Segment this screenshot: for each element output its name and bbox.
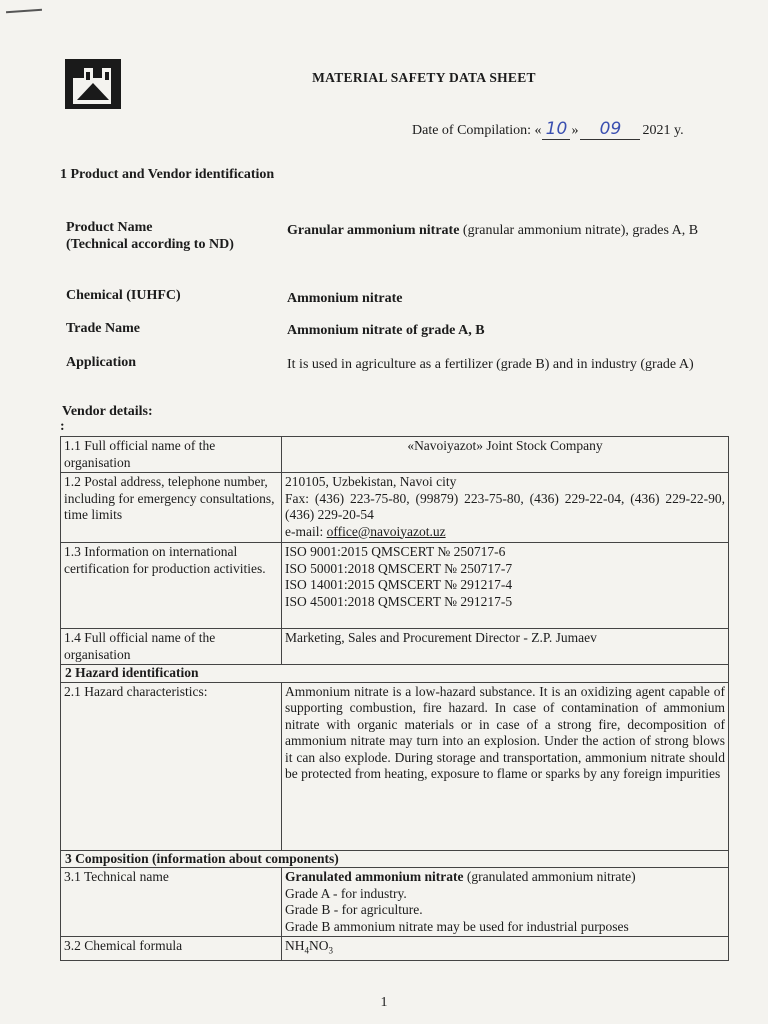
- vendor-details-heading: Vendor details:: [62, 404, 153, 419]
- director-value: Marketing, Sales and Procurement Director - Z.P. Jumaev: [282, 629, 729, 665]
- trade-name-value: [287, 322, 717, 339]
- chemical-label: Chemical (IUHFC): [66, 288, 181, 303]
- section-2-heading: 2 Hazard identification: [61, 665, 729, 683]
- table-row: [61, 629, 729, 665]
- chemical-formula-label: 3.2 Chemical formula: [61, 937, 282, 961]
- application-value: It is used in agriculture as a fertilizer (grade B) and in industry (grade A): [287, 357, 694, 372]
- cert-item: ISO 9001:2015 QMSCERT № 250717-6: [285, 544, 506, 559]
- section-3-heading: 3 Composition (information about components): [61, 850, 729, 868]
- grade-line: Grade B ammonium nitrate may be used for industrial purposes: [285, 918, 629, 934]
- email-link[interactable]: office@navoiyazot.uz: [326, 523, 446, 539]
- vendor-table: [60, 436, 729, 961]
- formula-subscript: 4: [304, 945, 309, 956]
- trade-name-label: Trade Name: [66, 321, 140, 336]
- date-day: 10: [545, 119, 568, 139]
- email-prefix: e-mail:: [285, 523, 327, 539]
- section-1-heading: 1 Product and Vendor identification: [60, 167, 275, 182]
- table-row: [61, 473, 729, 543]
- cert-item: ISO 50001:2018 QMSCERT № 250717-7: [285, 560, 513, 576]
- fax-numbers: Fax: (436) 223-75-80, (99879) 223-75-80, (436) 229-22-04, (436) 229-22-90, (436) 229-20-54: [285, 490, 725, 522]
- org-name-label: 1.1 Full official name of the organisation: [61, 437, 282, 473]
- formula-subscript: 3: [328, 945, 333, 956]
- table-row: [61, 437, 729, 473]
- formula-part: NH: [285, 938, 305, 953]
- grade-line: Grade A - for industry.: [285, 885, 407, 901]
- scan-mark: [6, 9, 42, 14]
- table-row: [61, 543, 729, 629]
- date-prefix: Date of Compilation: «: [412, 123, 542, 138]
- cert-item: ISO 14001:2015 QMSCERT № 291217-4: [285, 577, 513, 592]
- org-name-value: «Navoiyazot» Joint Stock Company: [282, 437, 729, 473]
- formula-part: NO: [309, 938, 329, 953]
- hazard-label: 2.1 Hazard characteristics:: [61, 682, 282, 850]
- grade-line: Grade B - for agriculture.: [285, 902, 423, 917]
- date-month: 09: [599, 119, 622, 139]
- technical-name-rest: (granulated ammonium nitrate): [463, 869, 636, 884]
- date-year: 2021 y.: [642, 123, 684, 138]
- address-text: 210105, Uzbekistan, Navoi city: [285, 474, 457, 489]
- page-number: 1: [380, 995, 388, 1010]
- compilation-date: [412, 119, 684, 140]
- product-name-label: [66, 219, 266, 253]
- trade-name-value-bold: Ammonium nitrate of grade A, B: [287, 323, 485, 338]
- product-name-value: [287, 222, 717, 239]
- table-row: [61, 937, 729, 961]
- email-line: [285, 524, 725, 541]
- postal-address-value: [282, 473, 729, 543]
- date-mid: »: [571, 123, 579, 138]
- application-label: Application: [66, 355, 137, 370]
- chemical-value: [287, 290, 717, 307]
- cert-item: ISO 45001:2018 QMSCERT № 291217-5: [285, 593, 513, 609]
- chemical-formula-value: [282, 937, 729, 961]
- table-row: [61, 868, 729, 937]
- product-name-bold: Granular ammonium nitrate: [287, 223, 460, 238]
- chemical-value-bold: Ammonium nitrate: [287, 291, 403, 306]
- director-label: 1.4 Full official name of the organisation: [61, 629, 282, 665]
- postal-address-label: 1.2 Postal address, telephone number, including for emergency consultations, time limits: [61, 473, 282, 543]
- certification-label: 1.3 Information on international certification for production activities.: [61, 543, 282, 629]
- section-row: [61, 850, 729, 868]
- technical-name-bold: Granulated ammonium nitrate: [285, 869, 464, 884]
- stray-colon: :: [60, 419, 65, 434]
- table-row: [61, 682, 729, 850]
- technical-name-line: [285, 869, 725, 886]
- hazard-value: Ammonium nitrate is a low-hazard substance. It is an oxidizing agent capable of supporting combustion, fire hazard. In case of contamination of ammonium nitrate with organic materials or in case of a strong fire, decomposition of ammonium nitrate may turn into an explosion. Under the action of strong blows it can also explode. During storage and transportation, ammonium nitrate should be protected from heating, exposure to flame or sparks by any foreign impurities: [282, 682, 729, 850]
- technical-name-label: 3.1 Technical name: [61, 868, 282, 937]
- technical-name-value: [282, 868, 729, 937]
- certification-value: [282, 543, 729, 629]
- product-name-label-text: Product Name (Technical according to ND): [66, 220, 234, 252]
- document-title: MATERIAL SAFETY DATA SHEET: [312, 70, 536, 85]
- section-row: [61, 665, 729, 683]
- product-name-rest: (granular ammonium nitrate), grades A, B: [459, 223, 699, 238]
